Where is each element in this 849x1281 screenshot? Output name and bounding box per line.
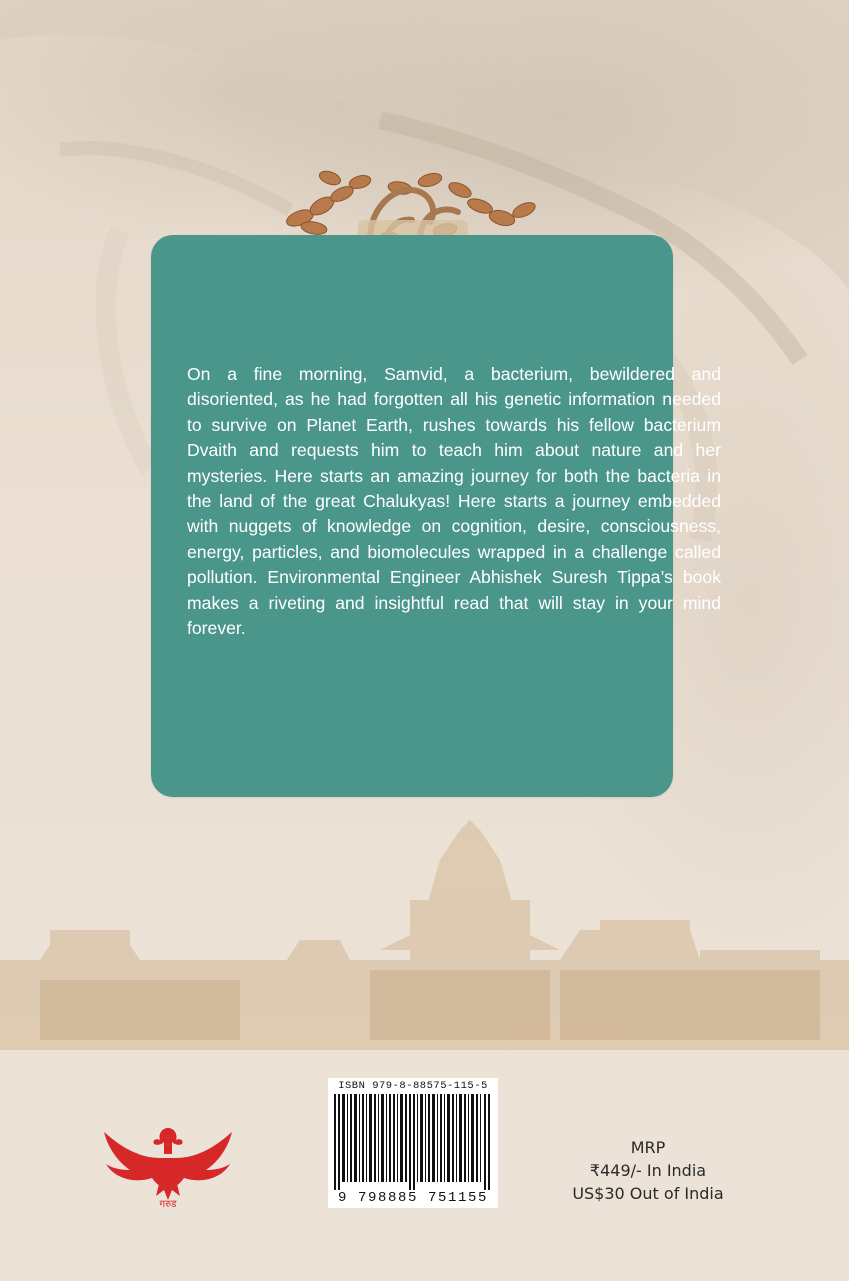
price-india: ₹449/- In India — [589, 1161, 707, 1180]
logo-caption: गरुड — [159, 1199, 177, 1210]
price-block — [548, 1136, 748, 1205]
barcode — [328, 1078, 498, 1208]
mrp-label: MRP — [630, 1138, 666, 1157]
isbn-label: ISBN 979-8-88575-115-5 — [338, 1080, 488, 1092]
temple-silhouette — [0, 820, 849, 1050]
blurb-text: On a fine morning, Samvid, a bacterium, bewildered and disoriented, as he had forgotten all his genetic information needed to survive on Planet Earth, rushes towards his fellow bacterium Dvaith and requests him to teach him about nature and her mysteries. Here starts an amazing journey for both the bacteria in the land of the great Chalukyas! Here starts a journey embedded with nuggets of knowledge on cognition, desire, consciousness, energy, particles, and biomolecules wrapped in a challenge called pollution. Environmental Engineer Abhishek Suresh Tippa’s book makes a riveting and insightful read that will stay in your mind forever. — [187, 364, 721, 639]
barcode-bars — [334, 1094, 492, 1190]
price-abroad: US$30 Out of India — [572, 1184, 724, 1203]
barcode-digits: 9 798885 751155 — [337, 1190, 489, 1206]
